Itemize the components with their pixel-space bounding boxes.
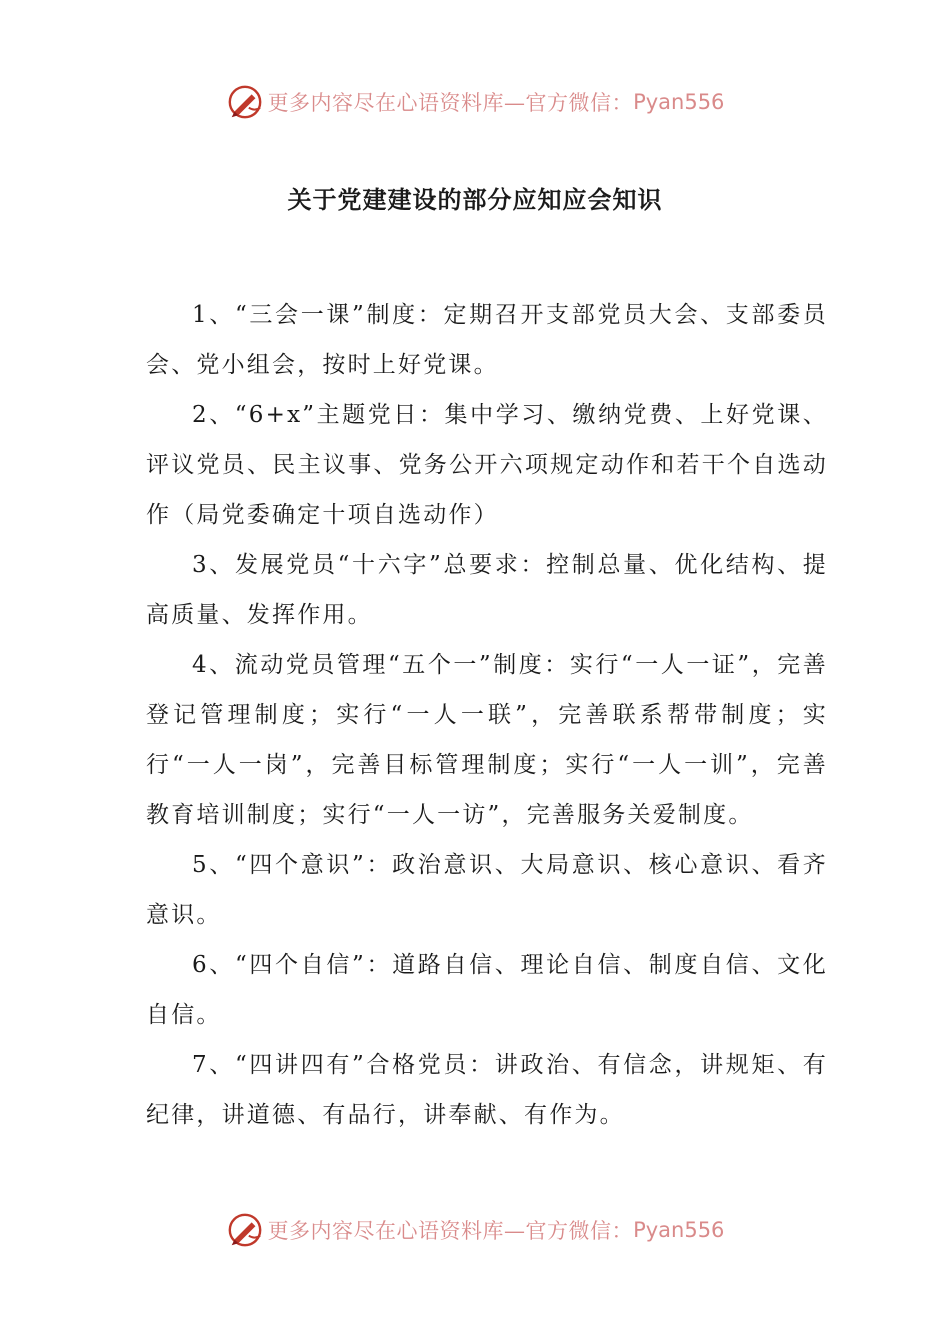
paragraph-7: 7、“四讲四有”合格党员：讲政治、有信念，讲规矩、有纪律，讲道德、有品行，讲奉献、有作为。: [146, 1052, 828, 1128]
watermark-header: [0, 80, 950, 124]
paragraph-2: 2、“6+x”主题党日：集中学习、缴纳党费、上好党课、评议党员、民主议事、党务公开六项规定动作和若干个自选动作（局党委确定十项自选动作）: [146, 402, 828, 528]
watermark-handle: Pyan556: [633, 90, 725, 114]
pen-logo-icon: [226, 1211, 264, 1249]
watermark-text: 更多内容尽在心语资料库—官方微信：: [267, 91, 634, 115]
watermark-footer: [0, 1208, 950, 1252]
paragraph-4: 4、流动党员管理“五个一”制度：实行“一人一证”，完善登记管理制度；实行“一人一联”，完善联系帮带制度；实行“一人一岗”，完善目标管理制度；实行“一人一训”，完善教育培训制度；实行“一人一访”，完善服务关爱制度。: [146, 652, 828, 828]
paragraph-3: 3、发展党员“十六字”总要求：控制总量、优化结构、提高质量、发挥作用。: [146, 552, 828, 628]
document-title: 关于党建建设的部分应知应会知识: [287, 186, 663, 214]
paragraph-6: 6、“四个自信”：道路自信、理论自信、制度自信、文化自信。: [146, 952, 828, 1028]
pen-logo-icon: [226, 83, 264, 121]
watermark-text: 更多内容尽在心语资料库—官方微信：: [267, 1219, 634, 1243]
watermark-handle: Pyan556: [633, 1218, 725, 1242]
paragraph-5: 5、“四个意识”：政治意识、大局意识、核心意识、看齐意识。: [146, 852, 828, 928]
document-body: [146, 290, 828, 1140]
paragraph-1: 1、“三会一课”制度：定期召开支部党员大会、支部委员会、党小组会，按时上好党课。: [146, 302, 828, 378]
